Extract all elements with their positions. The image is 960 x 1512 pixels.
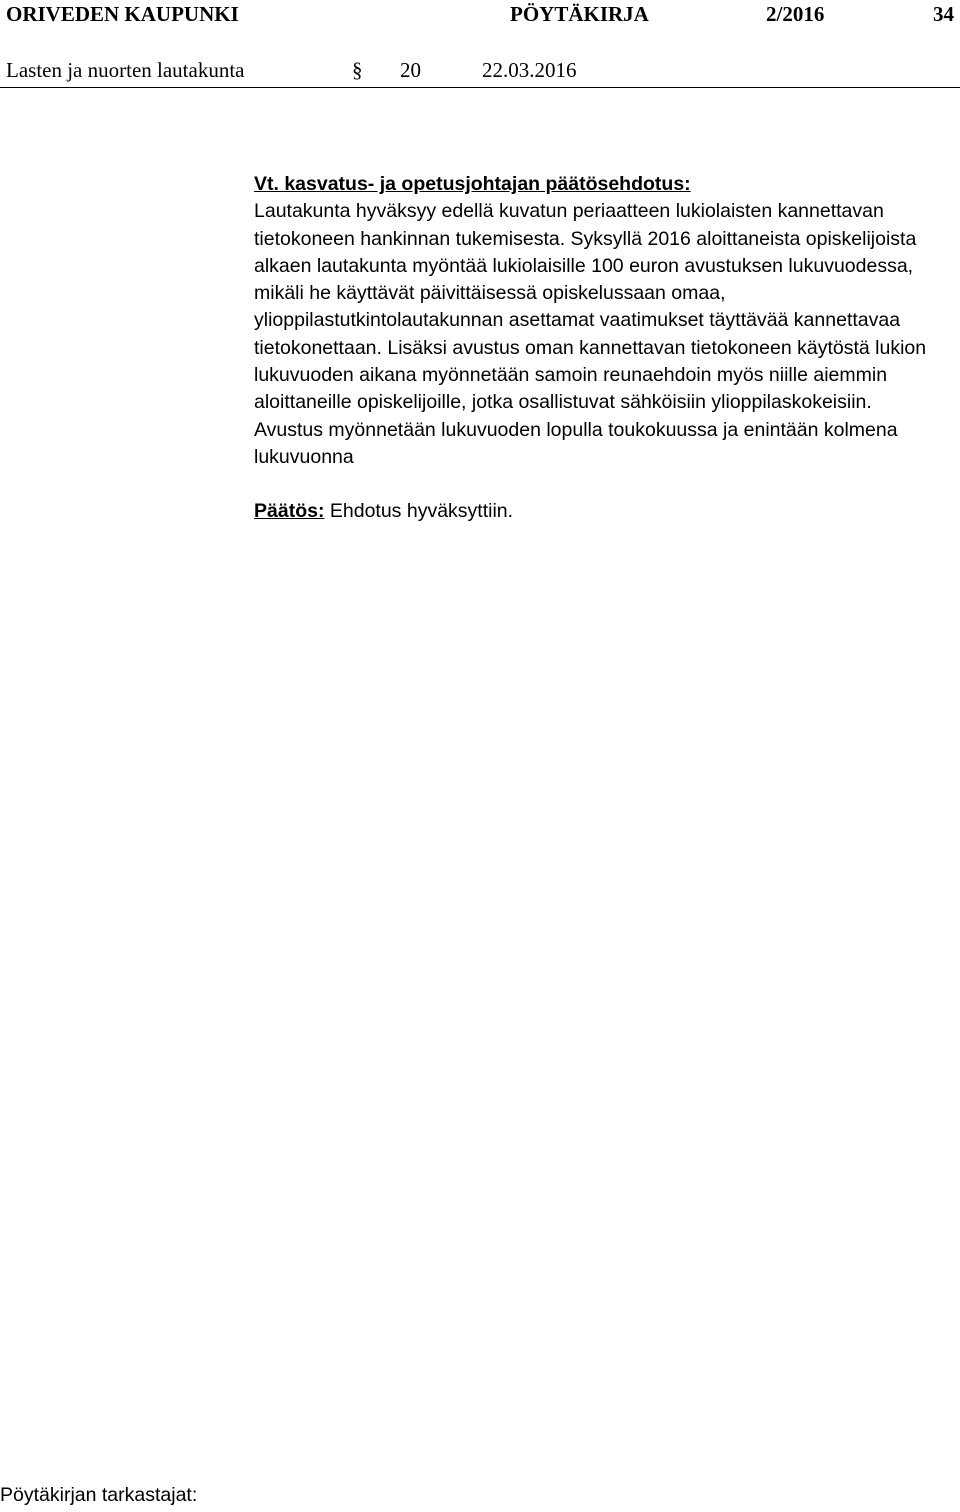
document-header [6,2,954,28]
meeting-date: 22.03.2016 [482,58,577,82]
page-number: 34 [933,2,954,26]
section-symbol: § [352,58,363,82]
section-number: 20 [400,58,421,82]
proposal-tail: Avustus myönnetään lukuvuoden lopulla toukokuussa ja enintään kolmena lukuvuonna [254,418,898,468]
meeting-info [6,58,706,84]
document-type: PÖYTÄKIRJA [510,2,649,26]
decision-text: Ehdotus hyväksyttiin. [329,500,514,523]
paragraph-spacer [254,471,954,498]
proposal-body: Lautakunta hyväksyy edellä kuvatun periaatteen lukiolaisten kannettavan tietokoneen hankinnan tukemisesta. Syksyllä 2016 aloittaneista opiskelijoista alkaen lautakunta myöntää lukiolaisille 100 euron avustuksen lukuvuodessa, mikäli he käyttävät päivittäisessä opiskelussaan omaa, ylioppilastutkintolautakunnan asettamat vaatimukset täyttävää kannettavaa tietokonettaan. Lisäksi avustus oman kannettavan tietokoneen käytöstä lukion lukuvuoden aikana myönnetään samoin reunaehdoin myös niille aiemmin aloittaneille opiskelijoille, jotka osallistuvat sähköisiin ylioppilaskokeisiin. [254,200,927,414]
header-divider [0,87,960,88]
city-name: ORIVEDEN KAUPUNKI [6,2,239,26]
proposal-heading: Vt. kasvatus- ja opetusjohtajan päätösehdotus: [254,173,691,195]
reviewers-label: Pöytäkirjan tarkastajat: [0,1484,198,1506]
document-number: 2/2016 [766,2,825,26]
decision-label: Päätös: [254,500,325,523]
decision [254,498,954,525]
proposal-section [254,171,954,526]
board-name: Lasten ja nuorten lautakunta [6,58,245,82]
